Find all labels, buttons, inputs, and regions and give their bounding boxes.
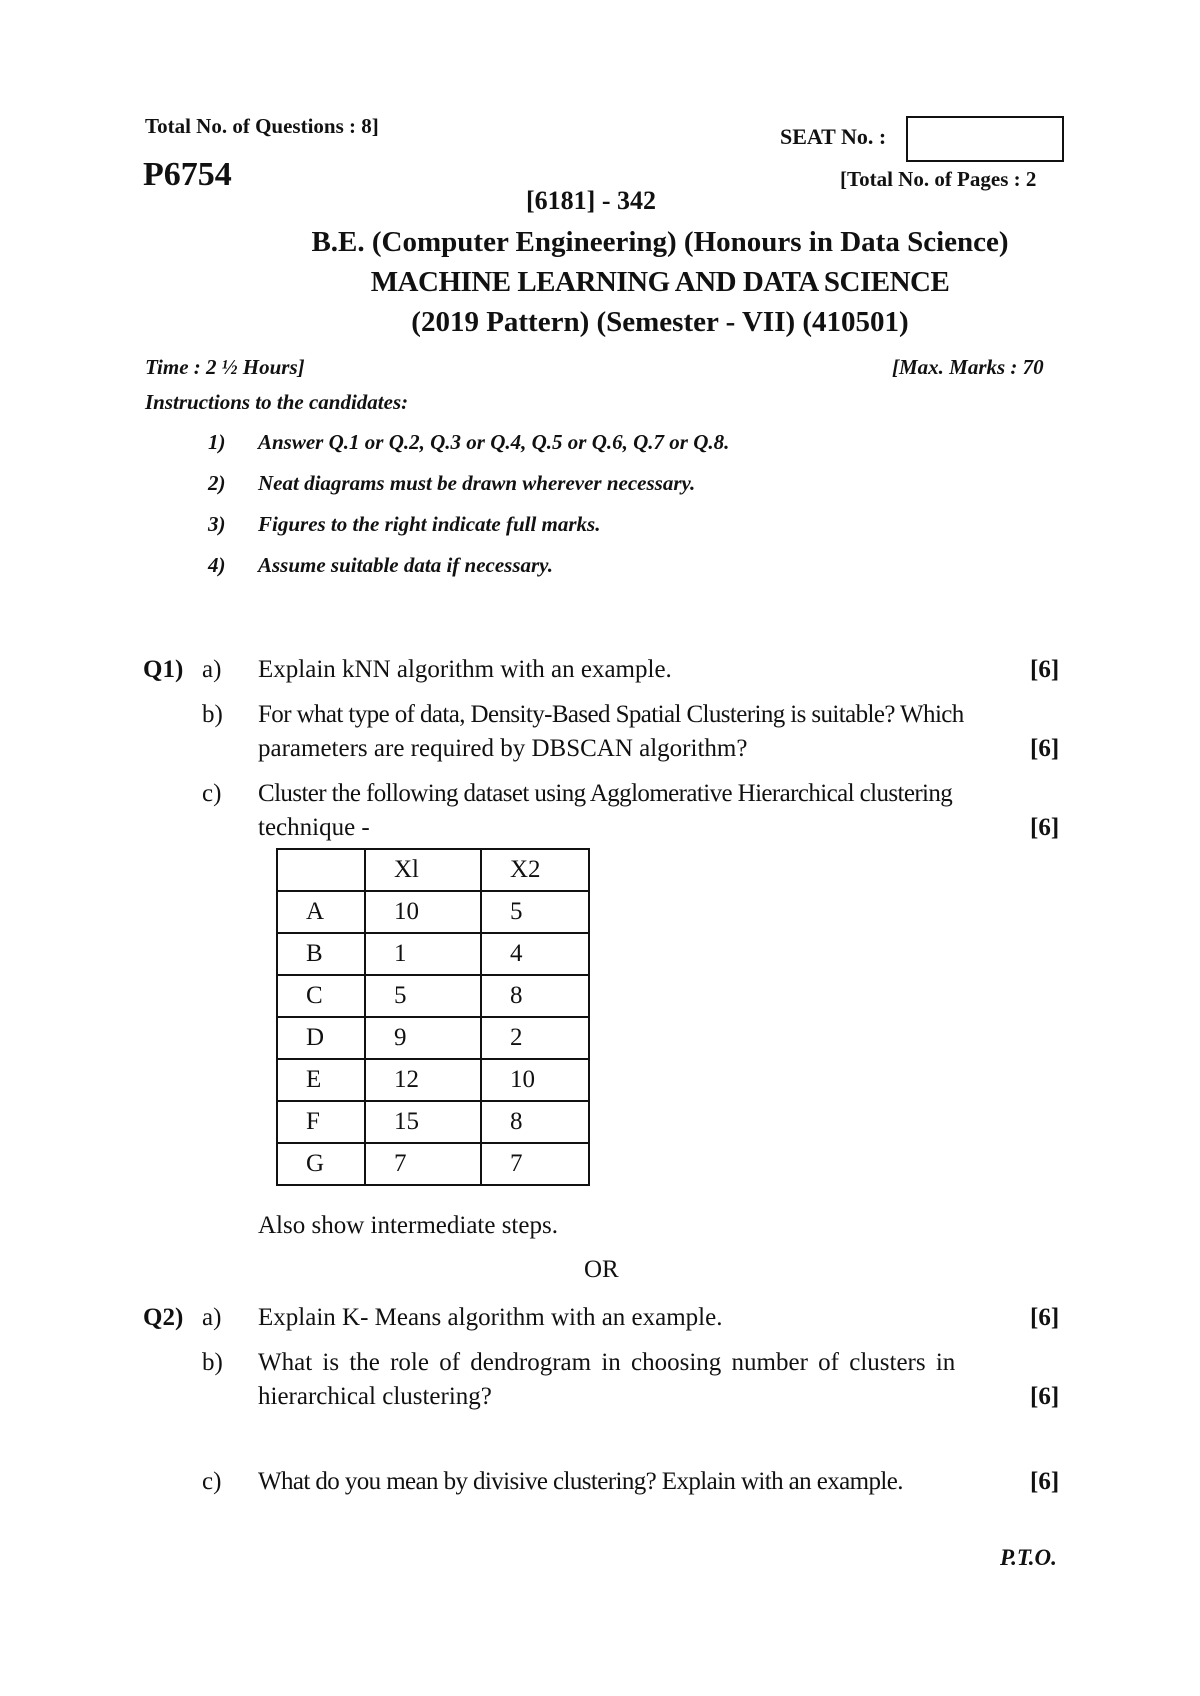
exam-code: [6181] - 342 xyxy=(526,186,656,215)
question-text-continued: technique - xyxy=(258,814,370,841)
question-note: Also show intermediate steps. xyxy=(258,1212,558,1239)
table-cell: 4 xyxy=(481,933,589,975)
question-text: Cluster the following dataset using Agglomerative Hierarchical clustering xyxy=(258,780,953,807)
table-cell: A xyxy=(277,891,365,933)
table-cell: 7 xyxy=(365,1143,481,1185)
seat-number-label: SEAT No. : xyxy=(780,124,887,149)
question-marks: [6] xyxy=(1030,656,1060,683)
instruction-number: 4) xyxy=(208,553,226,577)
table-row xyxy=(277,1017,589,1059)
subject-title: MACHINE LEARNING AND DATA SCIENCE xyxy=(370,266,950,298)
please-turn-over: P.T.O. xyxy=(1000,1545,1057,1570)
subquestion-label: a) xyxy=(202,656,222,683)
table-row xyxy=(277,1059,589,1101)
question-text: What is the role of dendrogram in choosing number of clusters in xyxy=(258,1349,956,1376)
table-cell: 8 xyxy=(481,1101,589,1143)
question-text-continued: parameters are required by DBSCAN algorithm? xyxy=(258,735,748,762)
table-row xyxy=(277,975,589,1017)
table-cell: 15 xyxy=(365,1101,481,1143)
question-text: Explain kNN algorithm with an example. xyxy=(258,656,672,683)
instruction-number: 3) xyxy=(208,512,226,536)
or-separator: OR xyxy=(584,1256,619,1283)
table-cell: 5 xyxy=(365,975,481,1017)
table-cell: G xyxy=(277,1143,365,1185)
question-label: Q2) xyxy=(143,1304,184,1331)
table-row xyxy=(277,1101,589,1143)
table-cell: 9 xyxy=(365,1017,481,1059)
table-header-cell: Xl xyxy=(365,849,481,891)
question-marks: [6] xyxy=(1030,1468,1060,1495)
subquestion-label: b) xyxy=(202,701,223,728)
question-text-continued: hierarchical clustering? xyxy=(258,1383,492,1410)
subquestion-label: b) xyxy=(202,1349,223,1376)
subquestion-label: c) xyxy=(202,1468,222,1495)
instruction-number: 2) xyxy=(208,471,226,495)
table-header-row xyxy=(277,849,589,891)
dataset-table xyxy=(276,848,590,1186)
table-cell: E xyxy=(277,1059,365,1101)
table-header-cell xyxy=(277,849,365,891)
subquestion-label: a) xyxy=(202,1304,222,1331)
course-title: B.E. (Computer Engineering) (Honours in Data Science) xyxy=(311,226,1009,258)
table-cell: F xyxy=(277,1101,365,1143)
question-marks: [6] xyxy=(1030,1304,1060,1331)
table-cell: C xyxy=(277,975,365,1017)
table-row xyxy=(277,1143,589,1185)
instruction-number: 1) xyxy=(208,430,226,454)
question-marks: [6] xyxy=(1030,735,1060,762)
instructions-heading: Instructions to the candidates: xyxy=(145,390,409,414)
total-pages: [Total No. of Pages : 2 xyxy=(840,167,1037,191)
subquestion-label: c) xyxy=(202,780,222,807)
question-marks: [6] xyxy=(1030,1383,1060,1410)
table-cell: 5 xyxy=(481,891,589,933)
question-text: For what type of data, Density-Based Spatial Clustering is suitable? Which xyxy=(258,701,964,728)
question-text: What do you mean by divisive clustering? Explain with an example. xyxy=(258,1468,903,1495)
table-cell: 2 xyxy=(481,1017,589,1059)
table-cell: D xyxy=(277,1017,365,1059)
max-marks: [Max. Marks : 70 xyxy=(892,355,1044,379)
table-cell: 10 xyxy=(365,891,481,933)
instruction-text: Neat diagrams must be drawn wherever necessary. xyxy=(258,471,696,495)
instruction-text: Figures to the right indicate full marks. xyxy=(258,512,601,536)
table-row xyxy=(277,933,589,975)
table-row xyxy=(277,891,589,933)
table-cell: B xyxy=(277,933,365,975)
instruction-text: Assume suitable data if necessary. xyxy=(258,553,553,577)
table-header-cell: X2 xyxy=(481,849,589,891)
table-cell: 8 xyxy=(481,975,589,1017)
question-label: Q1) xyxy=(143,656,184,683)
exam-time: Time : 2 ½ Hours] xyxy=(145,355,305,379)
instruction-text: Answer Q.1 or Q.2, Q.3 or Q.4, Q.5 or Q.6, Q.7 or Q.8. xyxy=(258,430,730,454)
seat-number-box[interactable] xyxy=(906,116,1064,162)
question-text: Explain K- Means algorithm with an example. xyxy=(258,1304,723,1331)
question-marks: [6] xyxy=(1030,814,1060,841)
total-questions: Total No. of Questions : 8] xyxy=(145,114,379,138)
pattern-title: (2019 Pattern) (Semester - VII) (410501) xyxy=(411,306,909,338)
table-cell: 1 xyxy=(365,933,481,975)
table-cell: 7 xyxy=(481,1143,589,1185)
table-cell: 10 xyxy=(481,1059,589,1101)
paper-code: P6754 xyxy=(143,156,232,193)
table-cell: 12 xyxy=(365,1059,481,1101)
